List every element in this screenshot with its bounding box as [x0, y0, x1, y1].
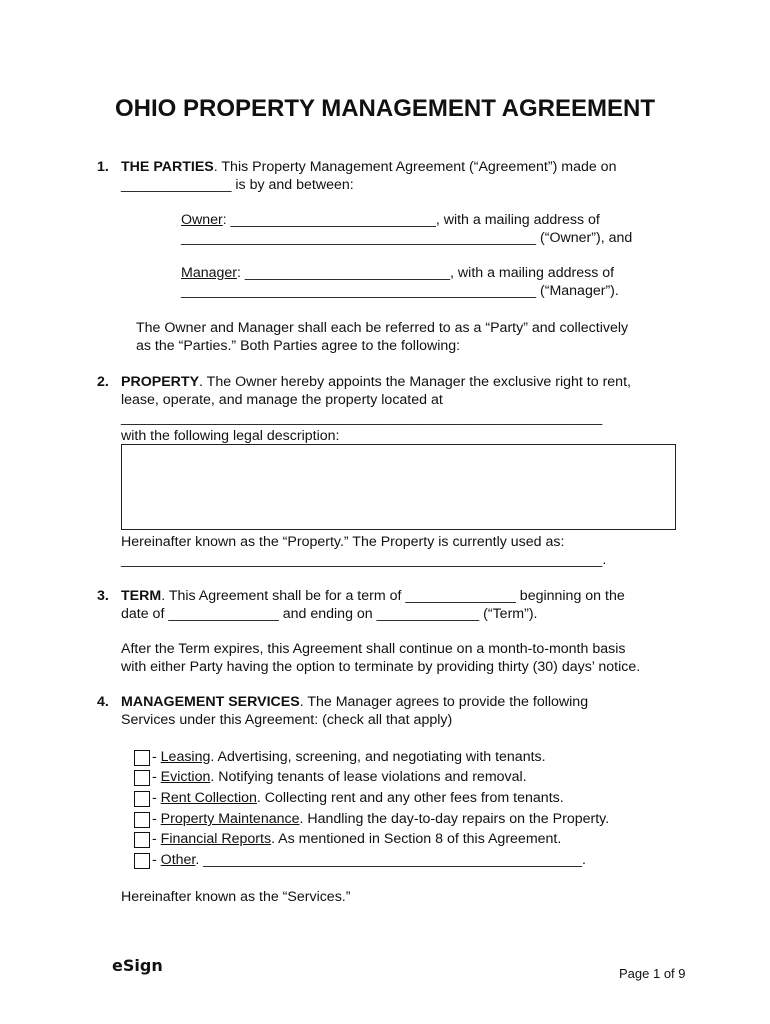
service-name: Other [160, 852, 196, 868]
section-1-number: 1. [97, 159, 109, 175]
manager-label: Manager [181, 265, 237, 281]
service-description: . Collecting rent and any other fees from tenants. [256, 790, 564, 806]
section-1-line-2[interactable]: ______________ is by and between: [121, 177, 354, 193]
section-3-line-2[interactable]: date of ______________ and ending on _____________ (“Term”). [121, 606, 538, 622]
section-4-heading: MANAGEMENT SERVICES [121, 694, 300, 710]
property-use-field[interactable]: _____________________________________________________________. [121, 552, 607, 568]
section-2-text: . The Owner hereby appoints the Manager the exclusive right to rent, [199, 374, 631, 390]
legal-description-label: with the following legal description: [121, 428, 340, 444]
section-2-heading: PROPERTY [121, 374, 200, 390]
service-name: Property Maintenance [160, 811, 300, 827]
service-item-financial-reports: - Financial Reports. As mentioned in Section 8 of this Agreement. [152, 831, 562, 847]
manager-text: : __________________________, with a mailing address of [237, 265, 615, 281]
service-description: . Advertising, screening, and negotiating with tenants. [210, 749, 546, 765]
service-name: Rent Collection [160, 790, 257, 806]
section-3-number: 3. [97, 588, 109, 604]
section-4-text: . The Manager agrees to provide the following [299, 694, 589, 710]
property-maintenance-checkbox[interactable] [134, 812, 150, 828]
section-4-number: 4. [97, 694, 109, 710]
section-2-line-2: lease, operate, and manage the property located at [121, 392, 443, 408]
property-address-field[interactable]: _____________________________________________________________ [121, 410, 603, 426]
section-2-number: 2. [97, 374, 109, 390]
section-2-line-1 [121, 373, 631, 391]
service-description: . Notifying tenants of lease violations and removal. [210, 769, 527, 785]
property-use-label: Hereinafter known as the “Property.” The Property is currently used as: [121, 534, 565, 550]
section-4-line-2: Services under this Agreement: (check all that apply) [121, 712, 453, 728]
section-4-line-1 [121, 693, 588, 711]
section-1-text: . This Property Management Agreement (“Agreement”) made on [213, 159, 617, 175]
leasing-checkbox[interactable] [134, 750, 150, 766]
financial-reports-checkbox[interactable] [134, 832, 150, 848]
section-3-text: . This Agreement shall be for a term of ______________ beginning on the [161, 588, 625, 604]
document-title: OHIO PROPERTY MANAGEMENT AGREEMENT [114, 95, 656, 122]
service-item-rent-collection: - Rent Collection. Collecting rent and any other fees from tenants. [152, 790, 564, 806]
service-description: . Handling the day-to-day repairs on the Property. [299, 811, 610, 827]
section-1-heading: THE PARTIES [121, 159, 214, 175]
service-name: Financial Reports [160, 831, 272, 847]
rent-collection-checkbox[interactable] [134, 791, 150, 807]
parties-paragraph-line-1: The Owner and Manager shall each be referred to as a “Party” and collectively [136, 320, 629, 336]
page-number: Page 1 of 9 [619, 966, 686, 981]
service-item-eviction: - Eviction. Notifying tenants of lease violations and removal. [152, 769, 527, 785]
eviction-checkbox[interactable] [134, 770, 150, 786]
service-description[interactable]: . ________________________________________________. [195, 852, 586, 868]
section-3-line-1[interactable] [121, 587, 625, 605]
legal-description-box[interactable] [121, 444, 676, 530]
service-item-other[interactable]: - Other. ________________________________________________. [152, 852, 586, 868]
service-name: Leasing [160, 749, 211, 765]
term-paragraph-line-2: with either Party having the option to terminate by providing thirty (30) days’ notice. [121, 659, 641, 675]
service-item-leasing: - Leasing. Advertising, screening, and negotiating with tenants. [152, 749, 546, 765]
owner-address-line[interactable]: _____________________________________________ (“Owner”), and [181, 230, 633, 246]
owner-line[interactable] [181, 211, 600, 229]
term-paragraph-line-1: After the Term expires, this Agreement shall continue on a month-to-month basis [121, 641, 626, 657]
service-item-property-maintenance: - Property Maintenance. Handling the day-to-day repairs on the Property. [152, 811, 610, 827]
esign-logo: eSign [112, 956, 163, 975]
section-1-line-1 [121, 158, 616, 176]
owner-text: : __________________________, with a mailing address of [222, 212, 600, 228]
service-name: Eviction [160, 769, 211, 785]
owner-label: Owner [181, 212, 223, 228]
services-closing-text: Hereinafter known as the “Services.” [121, 889, 351, 905]
service-description: . As mentioned in Section 8 of this Agreement. [271, 831, 562, 847]
other-checkbox[interactable] [134, 853, 150, 869]
manager-address-line[interactable]: _____________________________________________ (“Manager”). [181, 283, 619, 299]
parties-paragraph-line-2: as the “Parties.” Both Parties agree to the following: [136, 338, 461, 354]
section-3-heading: TERM [121, 588, 162, 604]
manager-line[interactable] [181, 264, 614, 282]
